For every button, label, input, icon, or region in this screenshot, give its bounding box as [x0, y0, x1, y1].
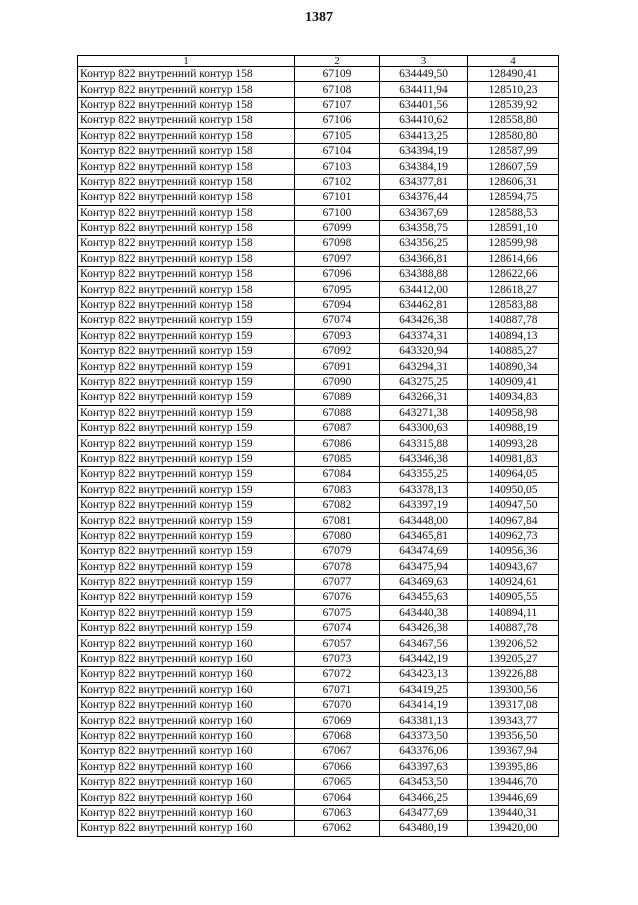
- x-coordinate-cell: 634411,94: [380, 82, 468, 97]
- contour-name-cell: Контур 822 внутренний контур 160: [78, 667, 295, 682]
- y-coordinate-cell: 140958,98: [468, 405, 559, 420]
- contour-name-cell: Контур 822 внутренний контур 158: [78, 159, 295, 174]
- y-coordinate-cell: 140981,83: [468, 451, 559, 466]
- point-number-cell: 67104: [295, 143, 380, 158]
- y-coordinate-cell: 140885,27: [468, 344, 559, 359]
- contour-name-cell: Контур 822 внутренний контур 158: [78, 282, 295, 297]
- point-number-cell: 67095: [295, 282, 380, 297]
- contour-name-cell: Контур 822 внутренний контур 160: [78, 698, 295, 713]
- x-coordinate-cell: 643376,06: [380, 744, 468, 759]
- x-coordinate-cell: 643275,25: [380, 374, 468, 389]
- point-number-cell: 67102: [295, 174, 380, 189]
- y-coordinate-cell: 140894,11: [468, 605, 559, 620]
- x-coordinate-cell: 643465,81: [380, 528, 468, 543]
- table-row: [78, 236, 559, 251]
- table-row: [78, 651, 559, 666]
- table-row: [78, 328, 559, 343]
- contour-name-cell: Контур 822 внутренний контур 158: [78, 236, 295, 251]
- contour-name-cell: Контур 822 внутренний контур 158: [78, 67, 295, 82]
- point-number-cell: 67074: [295, 313, 380, 328]
- x-coordinate-cell: 634367,69: [380, 205, 468, 220]
- point-number-cell: 67097: [295, 251, 380, 266]
- contour-name-cell: Контур 822 внутренний контур 158: [78, 174, 295, 189]
- table-row: [78, 205, 559, 220]
- y-coordinate-cell: 140988,19: [468, 420, 559, 435]
- y-coordinate-cell: 140924,61: [468, 574, 559, 589]
- y-coordinate-cell: 140956,36: [468, 544, 559, 559]
- table-row: [78, 467, 559, 482]
- contour-name-cell: Контур 822 внутренний контур 159: [78, 544, 295, 559]
- point-number-cell: 67094: [295, 297, 380, 312]
- y-coordinate-cell: 128510,23: [468, 82, 559, 97]
- table-row: [78, 82, 559, 97]
- x-coordinate-cell: 634394,19: [380, 143, 468, 158]
- table-row: [78, 636, 559, 651]
- x-coordinate-cell: 634413,25: [380, 128, 468, 143]
- x-coordinate-cell: 643374,31: [380, 328, 468, 343]
- point-number-cell: 67079: [295, 544, 380, 559]
- table-row: [78, 420, 559, 435]
- table-row: [78, 344, 559, 359]
- table-row: [78, 605, 559, 620]
- table-row: [78, 97, 559, 112]
- x-coordinate-cell: 643346,38: [380, 451, 468, 466]
- y-coordinate-cell: 128490,41: [468, 67, 559, 82]
- point-number-cell: 67076: [295, 590, 380, 605]
- contour-name-cell: Контур 822 внутренний контур 159: [78, 621, 295, 636]
- y-coordinate-cell: 128618,27: [468, 282, 559, 297]
- page-number: 1387: [305, 10, 333, 25]
- point-number-cell: 67089: [295, 390, 380, 405]
- x-coordinate-cell: 634356,25: [380, 236, 468, 251]
- x-coordinate-cell: 643300,63: [380, 420, 468, 435]
- contour-name-cell: Контур 822 внутренний контур 159: [78, 390, 295, 405]
- y-coordinate-cell: 139343,77: [468, 713, 559, 728]
- point-number-cell: 67072: [295, 667, 380, 682]
- table-row: [78, 67, 559, 82]
- x-coordinate-cell: 643466,25: [380, 790, 468, 805]
- contour-name-cell: Контур 822 внутренний контур 158: [78, 143, 295, 158]
- x-coordinate-cell: 643440,38: [380, 605, 468, 620]
- y-coordinate-cell: 140947,50: [468, 497, 559, 512]
- x-coordinate-cell: 634366,81: [380, 251, 468, 266]
- contour-name-cell: Контур 822 внутренний контур 160: [78, 728, 295, 743]
- point-number-cell: 67064: [295, 790, 380, 805]
- table-body: [78, 67, 559, 837]
- contour-name-cell: Контур 822 внутренний контур 159: [78, 451, 295, 466]
- x-coordinate-cell: 643294,31: [380, 359, 468, 374]
- point-number-cell: 67088: [295, 405, 380, 420]
- point-number-cell: 67103: [295, 159, 380, 174]
- x-coordinate-cell: 643414,19: [380, 698, 468, 713]
- contour-name-cell: Контур 822 внутренний контур 158: [78, 205, 295, 220]
- contour-name-cell: Контур 822 внутренний контур 160: [78, 682, 295, 697]
- x-coordinate-cell: 643423,13: [380, 667, 468, 682]
- table-row: [78, 821, 559, 836]
- y-coordinate-cell: 140890,34: [468, 359, 559, 374]
- point-number-cell: 67083: [295, 482, 380, 497]
- y-coordinate-cell: 140964,05: [468, 467, 559, 482]
- coordinates-table: [77, 55, 559, 837]
- contour-name-cell: Контур 822 внутренний контур 159: [78, 574, 295, 589]
- point-number-cell: 67067: [295, 744, 380, 759]
- x-coordinate-cell: 634410,62: [380, 113, 468, 128]
- point-number-cell: 67071: [295, 682, 380, 697]
- table-row: [78, 313, 559, 328]
- contour-name-cell: Контур 822 внутренний контур 159: [78, 405, 295, 420]
- table-row: [78, 297, 559, 312]
- x-coordinate-cell: 634462,81: [380, 297, 468, 312]
- y-coordinate-cell: 128599,98: [468, 236, 559, 251]
- y-coordinate-cell: 139317,08: [468, 698, 559, 713]
- table-row: [78, 128, 559, 143]
- point-number-cell: 67057: [295, 636, 380, 651]
- contour-name-cell: Контур 822 внутренний контур 159: [78, 482, 295, 497]
- table-row: [78, 574, 559, 589]
- contour-name-cell: Контур 822 внутренний контур 159: [78, 436, 295, 451]
- y-coordinate-cell: 139446,69: [468, 790, 559, 805]
- y-coordinate-cell: 128539,92: [468, 97, 559, 112]
- contour-name-cell: Контур 822 внутренний контур 160: [78, 805, 295, 820]
- point-number-cell: 67107: [295, 97, 380, 112]
- x-coordinate-cell: 643373,50: [380, 728, 468, 743]
- x-coordinate-cell: 643467,56: [380, 636, 468, 651]
- point-number-cell: 67069: [295, 713, 380, 728]
- table-row: [78, 482, 559, 497]
- table-row: [78, 774, 559, 789]
- y-coordinate-cell: 140943,67: [468, 559, 559, 574]
- x-coordinate-cell: 643448,00: [380, 513, 468, 528]
- y-coordinate-cell: 128614,66: [468, 251, 559, 266]
- y-coordinate-cell: 140993,28: [468, 436, 559, 451]
- point-number-cell: 67075: [295, 605, 380, 620]
- x-coordinate-cell: 634384,19: [380, 159, 468, 174]
- point-number-cell: 67077: [295, 574, 380, 589]
- contour-name-cell: Контур 822 внутренний контур 160: [78, 759, 295, 774]
- x-coordinate-cell: 634358,75: [380, 220, 468, 235]
- table-row: [78, 559, 559, 574]
- point-number-cell: 67100: [295, 205, 380, 220]
- point-number-cell: 67085: [295, 451, 380, 466]
- table-row: [78, 190, 559, 205]
- y-coordinate-cell: 140967,84: [468, 513, 559, 528]
- x-coordinate-cell: 634412,00: [380, 282, 468, 297]
- contour-name-cell: Контур 822 внутренний контур 159: [78, 559, 295, 574]
- column-header-1: 1: [78, 56, 295, 67]
- y-coordinate-cell: 128583,88: [468, 297, 559, 312]
- contour-name-cell: Контур 822 внутренний контур 159: [78, 513, 295, 528]
- x-coordinate-cell: 643426,38: [380, 313, 468, 328]
- table-row: [78, 390, 559, 405]
- table-row: [78, 143, 559, 158]
- column-header-2: 2: [295, 56, 380, 67]
- table-row: [78, 698, 559, 713]
- contour-name-cell: Контур 822 внутренний контур 159: [78, 605, 295, 620]
- contour-name-cell: Контур 822 внутренний контур 160: [78, 790, 295, 805]
- x-coordinate-cell: 634376,44: [380, 190, 468, 205]
- point-number-cell: 67086: [295, 436, 380, 451]
- table-row: [78, 251, 559, 266]
- point-number-cell: 67066: [295, 759, 380, 774]
- y-coordinate-cell: 139226,88: [468, 667, 559, 682]
- point-number-cell: 67096: [295, 267, 380, 282]
- y-coordinate-cell: 128588,53: [468, 205, 559, 220]
- table-row: [78, 528, 559, 543]
- y-coordinate-cell: 140962,73: [468, 528, 559, 543]
- x-coordinate-cell: 643480,19: [380, 821, 468, 836]
- x-coordinate-cell: 643474,69: [380, 544, 468, 559]
- contour-name-cell: Контур 822 внутренний контур 160: [78, 744, 295, 759]
- table-row: [78, 174, 559, 189]
- contour-name-cell: Контур 822 внутренний контур 159: [78, 528, 295, 543]
- contour-name-cell: Контур 822 внутренний контур 160: [78, 713, 295, 728]
- x-coordinate-cell: 643320,94: [380, 344, 468, 359]
- x-coordinate-cell: 643397,63: [380, 759, 468, 774]
- table-row: [78, 159, 559, 174]
- contour-name-cell: Контур 822 внутренний контур 160: [78, 821, 295, 836]
- point-number-cell: 67106: [295, 113, 380, 128]
- table-row: [78, 282, 559, 297]
- table-row: [78, 359, 559, 374]
- x-coordinate-cell: 643381,13: [380, 713, 468, 728]
- table-row: [78, 728, 559, 743]
- y-coordinate-cell: 128587,99: [468, 143, 559, 158]
- contour-name-cell: Контур 822 внутренний контур 158: [78, 190, 295, 205]
- y-coordinate-cell: 139300,56: [468, 682, 559, 697]
- point-number-cell: 67090: [295, 374, 380, 389]
- table-row: [78, 405, 559, 420]
- y-coordinate-cell: 128622,66: [468, 267, 559, 282]
- column-header-4: 4: [468, 56, 559, 67]
- contour-name-cell: Контур 822 внутренний контур 158: [78, 82, 295, 97]
- x-coordinate-cell: 643455,63: [380, 590, 468, 605]
- y-coordinate-cell: 128580,80: [468, 128, 559, 143]
- y-coordinate-cell: 128607,59: [468, 159, 559, 174]
- contour-name-cell: Контур 822 внутренний контур 160: [78, 651, 295, 666]
- y-coordinate-cell: 139420,00: [468, 821, 559, 836]
- contour-name-cell: Контур 822 внутренний контур 158: [78, 113, 295, 128]
- y-coordinate-cell: 140909,41: [468, 374, 559, 389]
- y-coordinate-cell: 140905,55: [468, 590, 559, 605]
- point-number-cell: 67084: [295, 467, 380, 482]
- x-coordinate-cell: 643469,63: [380, 574, 468, 589]
- table-row: [78, 436, 559, 451]
- point-number-cell: 67080: [295, 528, 380, 543]
- table-row: [78, 805, 559, 820]
- y-coordinate-cell: 139356,50: [468, 728, 559, 743]
- x-coordinate-cell: 634449,50: [380, 67, 468, 82]
- point-number-cell: 67078: [295, 559, 380, 574]
- y-coordinate-cell: 128558,80: [468, 113, 559, 128]
- x-coordinate-cell: 643378,13: [380, 482, 468, 497]
- table-row: [78, 621, 559, 636]
- point-number-cell: 67109: [295, 67, 380, 82]
- contour-name-cell: Контур 822 внутренний контур 159: [78, 328, 295, 343]
- point-number-cell: 67074: [295, 621, 380, 636]
- y-coordinate-cell: 128591,10: [468, 220, 559, 235]
- table-row: [78, 497, 559, 512]
- point-number-cell: 67068: [295, 728, 380, 743]
- point-number-cell: 67093: [295, 328, 380, 343]
- point-number-cell: 67082: [295, 497, 380, 512]
- x-coordinate-cell: 634388,88: [380, 267, 468, 282]
- contour-name-cell: Контур 822 внутренний контур 158: [78, 267, 295, 282]
- point-number-cell: 67105: [295, 128, 380, 143]
- contour-name-cell: Контур 822 внутренний контур 158: [78, 251, 295, 266]
- table-row: [78, 220, 559, 235]
- table-row: [78, 744, 559, 759]
- point-number-cell: 67087: [295, 420, 380, 435]
- point-number-cell: 67092: [295, 344, 380, 359]
- point-number-cell: 67065: [295, 774, 380, 789]
- y-coordinate-cell: 139440,31: [468, 805, 559, 820]
- y-coordinate-cell: 128594,75: [468, 190, 559, 205]
- table-row: [78, 667, 559, 682]
- table-row: [78, 790, 559, 805]
- table-row: [78, 544, 559, 559]
- contour-name-cell: Контур 822 внутренний контур 158: [78, 297, 295, 312]
- contour-name-cell: Контур 822 внутренний контур 159: [78, 344, 295, 359]
- point-number-cell: 67101: [295, 190, 380, 205]
- point-number-cell: 67073: [295, 651, 380, 666]
- contour-name-cell: Контур 822 внутренний контур 159: [78, 497, 295, 512]
- table-row: [78, 451, 559, 466]
- x-coordinate-cell: 643477,69: [380, 805, 468, 820]
- x-coordinate-cell: 634401,56: [380, 97, 468, 112]
- contour-name-cell: Контур 822 внутренний контур 160: [78, 774, 295, 789]
- y-coordinate-cell: 140950,05: [468, 482, 559, 497]
- table-row: [78, 713, 559, 728]
- table-row: [78, 374, 559, 389]
- contour-name-cell: Контур 822 внутренний контур 159: [78, 467, 295, 482]
- point-number-cell: 67108: [295, 82, 380, 97]
- contour-name-cell: Контур 822 внутренний контур 159: [78, 313, 295, 328]
- table-row: [78, 759, 559, 774]
- point-number-cell: 67062: [295, 821, 380, 836]
- point-number-cell: 67063: [295, 805, 380, 820]
- table-row: [78, 267, 559, 282]
- y-coordinate-cell: 139206,52: [468, 636, 559, 651]
- y-coordinate-cell: 140894,13: [468, 328, 559, 343]
- x-coordinate-cell: 643315,88: [380, 436, 468, 451]
- y-coordinate-cell: 139446,70: [468, 774, 559, 789]
- y-coordinate-cell: 140887,78: [468, 621, 559, 636]
- table-row: [78, 513, 559, 528]
- point-number-cell: 67091: [295, 359, 380, 374]
- point-number-cell: 67070: [295, 698, 380, 713]
- table-header-row: [78, 56, 559, 67]
- y-coordinate-cell: 139205,27: [468, 651, 559, 666]
- x-coordinate-cell: 643271,38: [380, 405, 468, 420]
- contour-name-cell: Контур 822 внутренний контур 158: [78, 128, 295, 143]
- y-coordinate-cell: 128606,31: [468, 174, 559, 189]
- y-coordinate-cell: 139395,86: [468, 759, 559, 774]
- table-row: [78, 682, 559, 697]
- x-coordinate-cell: 643426,38: [380, 621, 468, 636]
- contour-name-cell: Контур 822 внутренний контур 159: [78, 374, 295, 389]
- table-row: [78, 590, 559, 605]
- y-coordinate-cell: 139367,94: [468, 744, 559, 759]
- contour-name-cell: Контур 822 внутренний контур 158: [78, 97, 295, 112]
- x-coordinate-cell: 643453,50: [380, 774, 468, 789]
- contour-name-cell: Контур 822 внутренний контур 159: [78, 359, 295, 374]
- x-coordinate-cell: 634377,81: [380, 174, 468, 189]
- x-coordinate-cell: 643475,94: [380, 559, 468, 574]
- point-number-cell: 67099: [295, 220, 380, 235]
- contour-name-cell: Контур 822 внутренний контур 159: [78, 590, 295, 605]
- x-coordinate-cell: 643442,19: [380, 651, 468, 666]
- table-row: [78, 113, 559, 128]
- contour-name-cell: Контур 822 внутренний контур 159: [78, 420, 295, 435]
- contour-name-cell: Контур 822 внутренний контур 160: [78, 636, 295, 651]
- point-number-cell: 67081: [295, 513, 380, 528]
- point-number-cell: 67098: [295, 236, 380, 251]
- x-coordinate-cell: 643419,25: [380, 682, 468, 697]
- contour-name-cell: Контур 822 внутренний контур 158: [78, 220, 295, 235]
- y-coordinate-cell: 140887,78: [468, 313, 559, 328]
- y-coordinate-cell: 140934,83: [468, 390, 559, 405]
- x-coordinate-cell: 643266,31: [380, 390, 468, 405]
- x-coordinate-cell: 643355,25: [380, 467, 468, 482]
- column-header-3: 3: [380, 56, 468, 67]
- x-coordinate-cell: 643397,19: [380, 497, 468, 512]
